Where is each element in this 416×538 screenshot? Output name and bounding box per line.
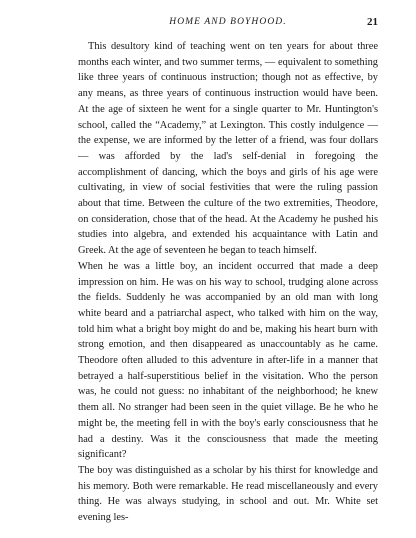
paragraph: The boy was distinguished as a scholar by his thirst for knowledge and his memory. Both were remarkable. He read miscellaneously and every thing. He was always studying, in school and out. Mr. White set evening les- bbox=[78, 464, 378, 524]
running-header bbox=[78, 15, 378, 29]
page-number: 21 bbox=[367, 16, 378, 28]
paragraph: This desultory kind of teaching went on ten years for about three months each winter, and two summer terms, — equivalent to something like three years of continuous instruction; though not as effective, by any means, as three years of continuous instruction would have been. At the age of sixteen he went for a single quarter to Mr. Huntington's school, called the “Academy,” at Lexington. This costly indulgence — the expense, we are informed by the letter of a friend, was four dollars — was afforded by the lad's self-denial in foregoing the accomplishment of dancing, which the boys and girls of his age were cultivating, in view of social festivities that were the ruling passion about that time. Between the culture of the two extremities, Theodore, on consideration, chose that of the head. At the Academy he pushed his studies into algebra, and extended his acquaintance with Latin and Greek. At the age of seventeen he began to teach himself. bbox=[78, 41, 378, 257]
paragraph: When he was a little boy, an incident occurred that made a deep impression on him. He was on his way to school, trudging alone across the fields. Suddenly he was accompanied by an old man with long white beard and a patriarchal aspect, who talked with him on the way, told him what a bright boy might do and be, making his heart burn with strong emotion, and then disappeared as unaccountably as he came. Theodore often alluded to this adventure in after-life in a manner that betrayed a half-superstitious belief in the visitation. Who the person was, he could not guess: no inhabitant of the neighborhood; he knew them all. No stranger had been seen in the quiet village. Be he who he might be, the meeting fell in with the boy's early consciousness that he had a destiny. Was it the consciousness that made the meeting significant? bbox=[78, 260, 378, 461]
body-text bbox=[78, 39, 378, 526]
running-title: HOME AND BOYHOOD. bbox=[169, 17, 287, 27]
